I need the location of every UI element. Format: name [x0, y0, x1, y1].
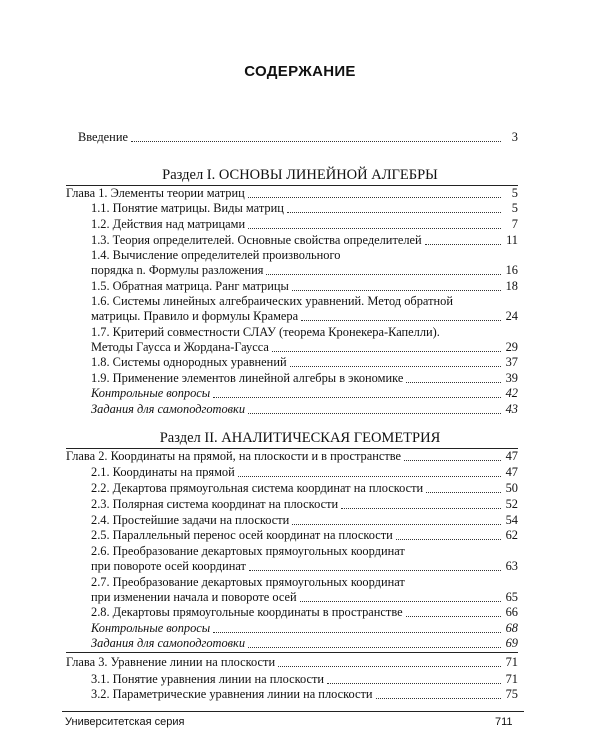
dot-leader [266, 273, 501, 275]
dot-leader [278, 665, 501, 667]
toc-questions-1[interactable]: Контрольные вопросы 42 [91, 386, 518, 400]
section-heading-1: Раздел I. ОСНОВЫ ЛИНЕЙНОЙ АЛГЕБРЫ [162, 167, 438, 183]
toc-item-2-3[interactable]: 2.3. Полярная система координат на плоскости 52 [91, 497, 518, 511]
toc-item-1-4[interactable]: порядка n. Формулы разложения 16 [91, 263, 518, 277]
toc-item-2-5[interactable]: 2.5. Параллельный перенос осей координат на плоскости 62 [91, 528, 518, 542]
footer-series: Университетская серия [65, 716, 185, 728]
dot-leader [287, 211, 501, 213]
dot-leader [292, 289, 501, 291]
toc-item-1-2[interactable]: 1.2. Действия над матрицами 7 [91, 217, 518, 231]
toc-item-1-7[interactable]: Методы Гаусса и Жордана-Гаусса 29 [91, 340, 518, 354]
dot-leader [249, 569, 501, 571]
dot-leader [248, 227, 501, 229]
dot-leader [300, 600, 501, 602]
dot-leader [426, 491, 501, 493]
toc-intro[interactable] [78, 130, 518, 145]
dot-leader [290, 365, 501, 367]
toc-item-2-4[interactable]: 2.4. Простейшие задачи на плоскости 54 [91, 513, 518, 527]
section-heading-2: Раздел II. АНАЛИТИЧЕСКАЯ ГЕОМЕТРИЯ [159, 430, 441, 446]
toc-tasks-1[interactable]: Задания для самоподготовки 43 [91, 402, 518, 416]
toc-item-2-6[interactable]: при повороте осей координат 63 [91, 559, 518, 573]
toc-item-1-5[interactable]: 1.5. Обратная матрица. Ранг матрицы 18 [91, 279, 518, 293]
toc-chapter-3[interactable]: Глава 3. Уравнение линии на плоскости 71 [66, 655, 518, 669]
dot-leader [341, 507, 501, 509]
toc-chapter-2[interactable]: Глава 2. Координаты на прямой, на плоскости и в пространстве 47 [66, 449, 518, 463]
dot-leader [248, 412, 501, 414]
dot-leader [213, 396, 501, 398]
toc-item-1-4-line1: 1.4. Вычисление определителей произвольного [91, 248, 341, 262]
toc-label: Введение [78, 130, 128, 144]
footer-rule [62, 711, 524, 712]
page-title: СОДЕРЖАНИЕ [244, 63, 356, 80]
toc-item-2-7[interactable]: при изменении начала и повороте осей 65 [91, 590, 518, 604]
dot-leader [406, 615, 501, 617]
toc-item-2-6-line1: 2.6. Преобразование декартовых прямоугольных координат [91, 544, 405, 558]
dot-leader [425, 243, 501, 245]
dot-leader [406, 381, 501, 383]
toc-item-1-8[interactable]: 1.8. Системы однородных уравнений 37 [91, 355, 518, 369]
toc-tasks-2[interactable]: Задания для самоподготовки 69 [91, 636, 518, 650]
toc-item-1-7-line1: 1.7. Критерий совместности СЛАУ (теорема Кронекера-Капелли). [91, 325, 440, 339]
toc-questions-2[interactable]: Контрольные вопросы 68 [91, 621, 518, 635]
chapter-rule [66, 652, 518, 653]
dot-leader [248, 196, 501, 198]
toc-item-3-2[interactable]: 3.2. Параметрические уравнения линии на плоскости 75 [91, 687, 518, 701]
dot-leader [213, 631, 501, 633]
dot-leader [301, 319, 501, 321]
toc-item-1-9[interactable]: 1.9. Применение элементов линейной алгебры в экономике 39 [91, 371, 518, 385]
footer-page-number: 711 [495, 716, 513, 728]
toc-item-2-1[interactable]: 2.1. Координаты на прямой 47 [91, 465, 518, 479]
dot-leader [238, 475, 501, 477]
dot-leader [404, 459, 501, 461]
toc-item-2-2[interactable]: 2.2. Декартова прямоугольная система координат на плоскости 50 [91, 481, 518, 495]
toc-item-1-1[interactable]: 1.1. Понятие матрицы. Виды матриц 5 [91, 201, 518, 215]
toc-item-3-1[interactable]: 3.1. Понятие уравнения линии на плоскости 71 [91, 672, 518, 686]
toc-item-1-3[interactable]: 1.3. Теория определителей. Основные свойства определителей 11 [91, 233, 518, 247]
dot-leader [396, 538, 501, 540]
toc-item-1-6-line1: 1.6. Системы линейных алгебраических уравнений. Метод обратной [91, 294, 453, 308]
toc-item-1-6[interactable]: матрицы. Правило и формулы Крамера 24 [91, 309, 518, 323]
toc-item-2-8[interactable]: 2.8. Декартовы прямоугольные координаты в пространстве 66 [91, 605, 518, 619]
toc-chapter-1[interactable]: Глава 1. Элементы теории матриц 5 [66, 186, 518, 200]
toc-page: 3 [511, 130, 518, 144]
dot-leader [131, 140, 501, 142]
dot-leader [248, 646, 501, 648]
toc-item-2-7-line1: 2.7. Преобразование декартовых прямоугольных координат [91, 575, 405, 589]
dot-leader [327, 682, 501, 684]
dot-leader [272, 350, 501, 352]
dot-leader [376, 697, 501, 699]
dot-leader [292, 523, 501, 525]
